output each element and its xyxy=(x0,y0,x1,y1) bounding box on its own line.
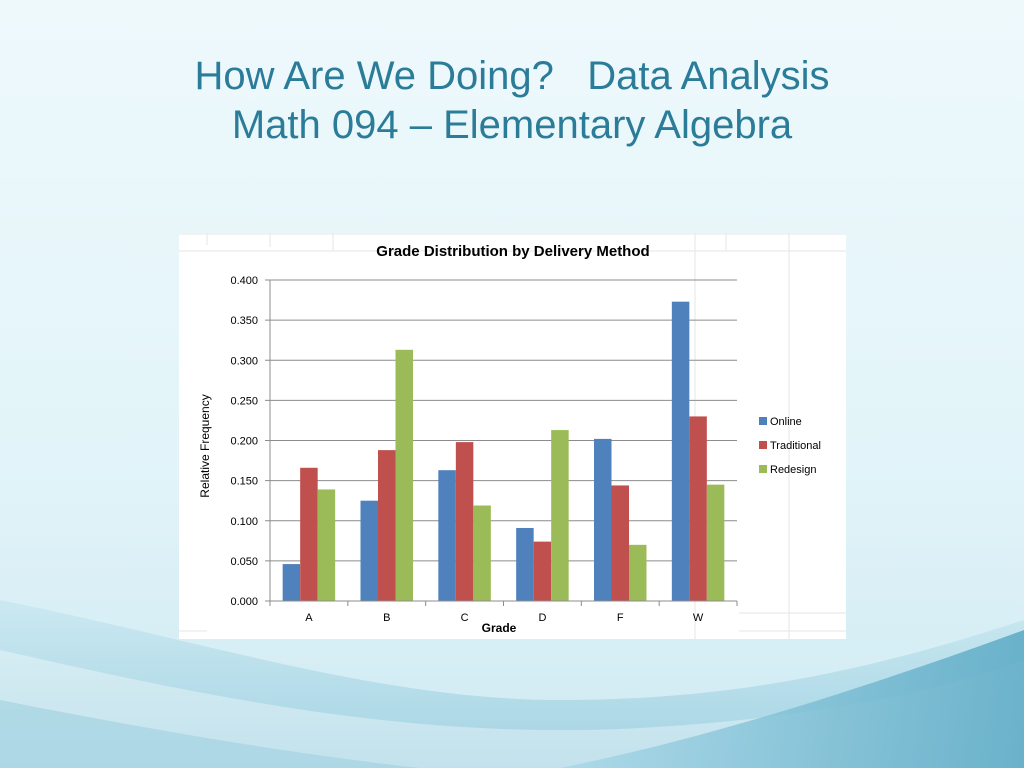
bar-online-d xyxy=(516,528,534,601)
chart-bars xyxy=(283,302,725,601)
y-tick-label: 0.050 xyxy=(230,555,258,568)
bar-traditional-w xyxy=(689,416,707,601)
y-tick-label: 0.300 xyxy=(230,355,258,368)
y-axis-title-group xyxy=(198,394,212,497)
x-tick-label: C xyxy=(460,612,469,624)
chart-container xyxy=(179,233,846,639)
bar-redesign-c xyxy=(473,506,491,601)
legend-swatch-redesign xyxy=(759,465,767,473)
chart-gridlines xyxy=(265,280,737,601)
legend-label-redesign: Redesign xyxy=(770,464,817,476)
bar-traditional-a xyxy=(300,468,318,601)
bar-online-c xyxy=(438,470,456,601)
bar-online-f xyxy=(594,439,612,601)
y-tick-label: 0.150 xyxy=(230,475,258,488)
bar-redesign-a xyxy=(318,489,336,601)
chart-axes xyxy=(270,280,737,606)
x-tick-label: A xyxy=(305,612,313,624)
x-tick-label: B xyxy=(383,612,391,624)
chart-legend xyxy=(759,416,821,476)
x-tick-label: F xyxy=(616,612,624,624)
slide-title-line-2: Math 094 – Elementary Algebra xyxy=(231,103,793,147)
legend-swatch-traditional xyxy=(759,441,767,449)
y-tick-label: 0.100 xyxy=(230,515,258,528)
spreadsheet-gridlines xyxy=(179,233,846,639)
x-axis-title: Grade xyxy=(481,621,517,635)
bar-online-a xyxy=(283,564,301,601)
x-tick-label: W xyxy=(692,612,704,624)
chart-title: Grade Distribution by Delivery Method xyxy=(376,243,650,260)
legend-label-online: Online xyxy=(770,416,802,428)
bar-traditional-c xyxy=(456,442,474,601)
y-tick-label: 0.200 xyxy=(230,435,258,448)
bar-redesign-f xyxy=(629,545,647,601)
legend-swatch-online xyxy=(759,417,767,425)
y-tick-labels xyxy=(230,275,258,608)
bar-redesign-d xyxy=(551,430,569,601)
slide-title-line-1: How Are We Doing? Data Analysis xyxy=(194,54,830,98)
grade-distribution-chart xyxy=(179,233,846,639)
bar-redesign-b xyxy=(396,350,414,601)
bar-traditional-b xyxy=(378,450,396,601)
x-tick-label: D xyxy=(538,612,547,624)
legend-label-traditional: Traditional xyxy=(770,440,821,452)
bar-online-b xyxy=(361,501,379,601)
bar-traditional-d xyxy=(534,542,552,601)
slide-title xyxy=(0,52,1024,150)
y-tick-label: 0.250 xyxy=(230,395,258,408)
bar-online-w xyxy=(672,302,690,601)
bar-traditional-f xyxy=(612,485,630,601)
y-tick-label: 0.400 xyxy=(230,275,258,287)
y-tick-label: 0.000 xyxy=(230,596,258,608)
y-tick-label: 0.350 xyxy=(230,315,258,328)
y-axis-title: Relative Frequency xyxy=(198,394,212,498)
bar-redesign-w xyxy=(707,485,725,601)
